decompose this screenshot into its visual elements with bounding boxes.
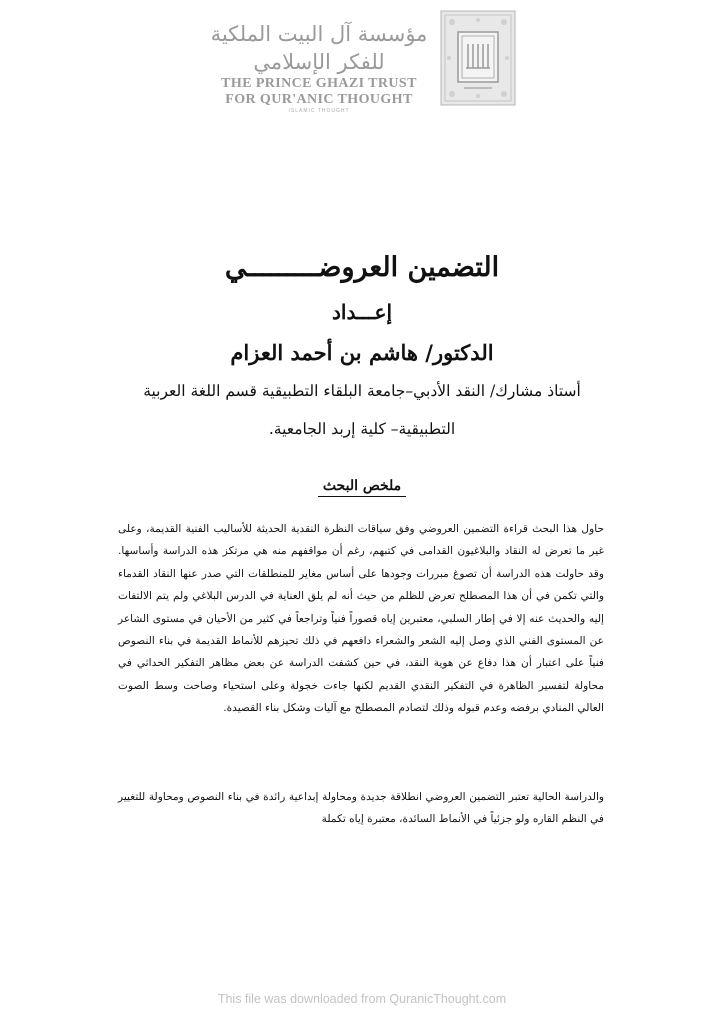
logo-english-line1: THE PRINCE GHAZI TRUST bbox=[221, 76, 417, 91]
abstract-paragraph-1-text: حاول هذا البحث قراءة التضمين العروضي وفق سياقات النظرة النقدية الحديثة للأساليب الفنية القديمة، وعلى غير ما تعرض له النقاد والبلاغيون القدامى في كتبهم، رغم أن مواقفهم منه هي مرتكز هذه الدراسة وأساسها. وقد حاولت هذه الدراسة أن تصوغ مبررات وجودها على أساس مغاير للمنطلقات التي صدر عنها النقاد القدماء والتي تكمن في أن هذا المصطلح تعرض للظلم من حيث أنه لم يلق العناية في الدرس البلاغي ولم يتم الالتفات إليه والحديث عنه إلا في إطار السلبي، معتبرين إياه قصوراً فنياً وتراجعاً في كثير من الأحيان في مستوى الشاعر عن المستوى الفني الذي وصل إليه الشعر والشعراء دافعهم في ذلك تحيزهم للأنماط القديمة في بناء النصوص فنياً على اعتبار أن هذا دفاع عن هوية النقد، في حين كشفت الدراسة عن بعض مظاهر التفكير الحداثي في محاولة لتفسير الظاهرة في التفكير النقدي القديم لكنها جاءت خجولة وعلى استحياء وصاحت وسط الصوت العالي المنادي برفضه وعدم قبوله وذلك لتصادم المصطلح مع آليات وشكل بناء القصيدة. bbox=[118, 523, 604, 715]
header-logo bbox=[210, 6, 516, 114]
logo-english-line2: FOR QUR'ANIC THOUGHT bbox=[225, 92, 413, 107]
author-name: الدكتور/ هاشم بن أحمد العزام bbox=[230, 340, 494, 365]
logo-small-text: ISLAMIC THOUGHT bbox=[288, 108, 350, 114]
abstract-paragraph-2-text: والدراسة الحالية تعتبر التضمين العروضي انطلاقة جديدة ومحاولة إبداعية رائدة في بناء النصوص ومحاولة للتغيير في النظم القاره ولو جزئياً في الأنماط السائدة، معتبرة إياه تكملة bbox=[118, 791, 604, 826]
abstract-heading-underline bbox=[318, 496, 406, 497]
logo-text bbox=[204, 20, 434, 114]
document-title: التضمين العروضـــــــــي bbox=[224, 252, 500, 283]
author-affiliation-line1: أستاذ مشارك/ النقد الأدبي–جامعة البلقاء التطبيقية قسم اللغة العربية bbox=[143, 382, 581, 400]
author-affiliation-line2: التطبيقية– كلية إربد الجامعية. bbox=[268, 420, 456, 438]
abstract-paragraph-1 bbox=[118, 518, 604, 720]
logo-arabic-text: مؤسسة آل البيت الملكية للفكر الإسلامي bbox=[210, 22, 428, 74]
download-footer: This file was downloaded from QuranicThought.com bbox=[217, 992, 507, 1006]
abstract-heading bbox=[312, 478, 412, 497]
abstract-paragraph-2 bbox=[118, 786, 604, 831]
quran-book-emblem-icon bbox=[440, 10, 516, 106]
prepared-by-label: إعـــداد bbox=[331, 300, 393, 324]
abstract-heading-text: ملخص البحث bbox=[322, 478, 402, 494]
